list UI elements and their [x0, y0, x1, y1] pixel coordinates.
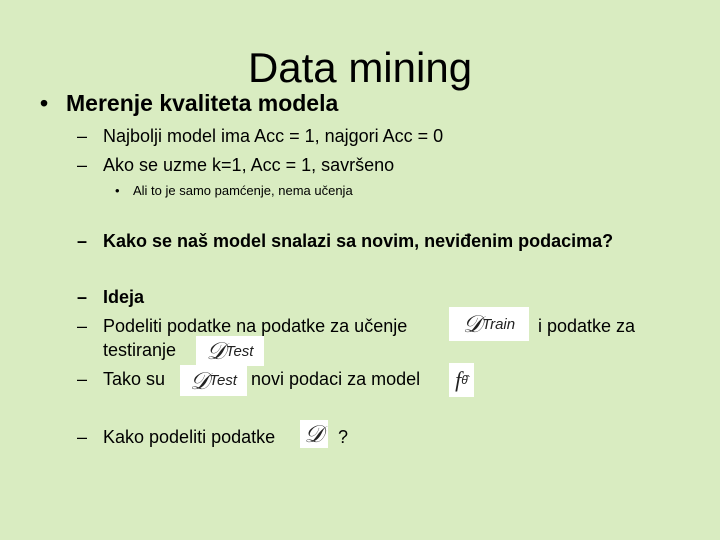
kako-question-mark: ?	[338, 427, 349, 447]
dash-marker: –	[77, 287, 88, 307]
tako-text-cont: novi podaci za model	[251, 369, 421, 389]
sub-bullet-text: Najbolji model ima Acc = 1, najgori Acc = 0	[103, 126, 444, 146]
d-symbol: 𝒟	[190, 366, 210, 395]
split-text: Podeliti podatke na podatke za učenje	[103, 316, 408, 336]
bullet-tako	[77, 369, 165, 390]
question-generalization	[77, 231, 613, 252]
dash-marker: –	[77, 369, 88, 389]
sub-sub-bullet-text: Ali to je samo pamćenje, nema učenja	[133, 183, 353, 198]
sub-bullet-text: Ako se uzme k=1, Acc = 1, savršeno	[103, 155, 395, 175]
page-title: Data mining	[247, 44, 473, 91]
bullet-merenje	[40, 90, 338, 117]
theta-subscript: θ̂	[461, 373, 468, 387]
ideja-text: Ideja	[103, 287, 145, 307]
d-test-formula-2	[180, 365, 247, 396]
dash-marker: –	[77, 427, 88, 447]
kako-text: Kako podeliti podatke	[103, 427, 276, 447]
d-symbol: 𝒟	[206, 337, 226, 365]
bullet-ideja	[77, 287, 144, 308]
split-text-end: testiranje	[103, 340, 177, 360]
test-subscript: Test	[225, 342, 254, 360]
f-symbol: f	[455, 367, 462, 392]
tako-text: Tako su	[103, 369, 166, 389]
dash-marker: –	[77, 155, 88, 175]
test-subscript: Test	[209, 372, 237, 389]
split-text-cont: i podatke za	[538, 316, 636, 336]
f-theta-formula	[449, 363, 474, 397]
dash-marker: –	[77, 231, 88, 251]
bullet-text: Merenje kvaliteta modela	[66, 90, 339, 116]
dash-marker: –	[77, 316, 88, 336]
d-test-formula	[196, 336, 264, 366]
d-symbol: 𝒟	[462, 310, 483, 338]
question-text: Kako se naš model snalazi sa novim, neviđenim podacima?	[103, 231, 614, 251]
d-symbol: 𝒟	[304, 420, 324, 448]
sub-bullet-acc	[77, 126, 443, 147]
d-formula	[300, 420, 328, 448]
sub-sub-bullet	[115, 183, 353, 198]
bullet-marker: •	[40, 90, 49, 116]
sub-bullet-k1	[77, 155, 394, 176]
bullet-kako	[77, 427, 275, 448]
bullet-marker: •	[115, 183, 120, 198]
dash-marker: –	[77, 126, 88, 146]
bullet-split	[77, 316, 407, 337]
d-train-formula	[449, 307, 529, 341]
train-subscript: Train	[482, 315, 516, 333]
